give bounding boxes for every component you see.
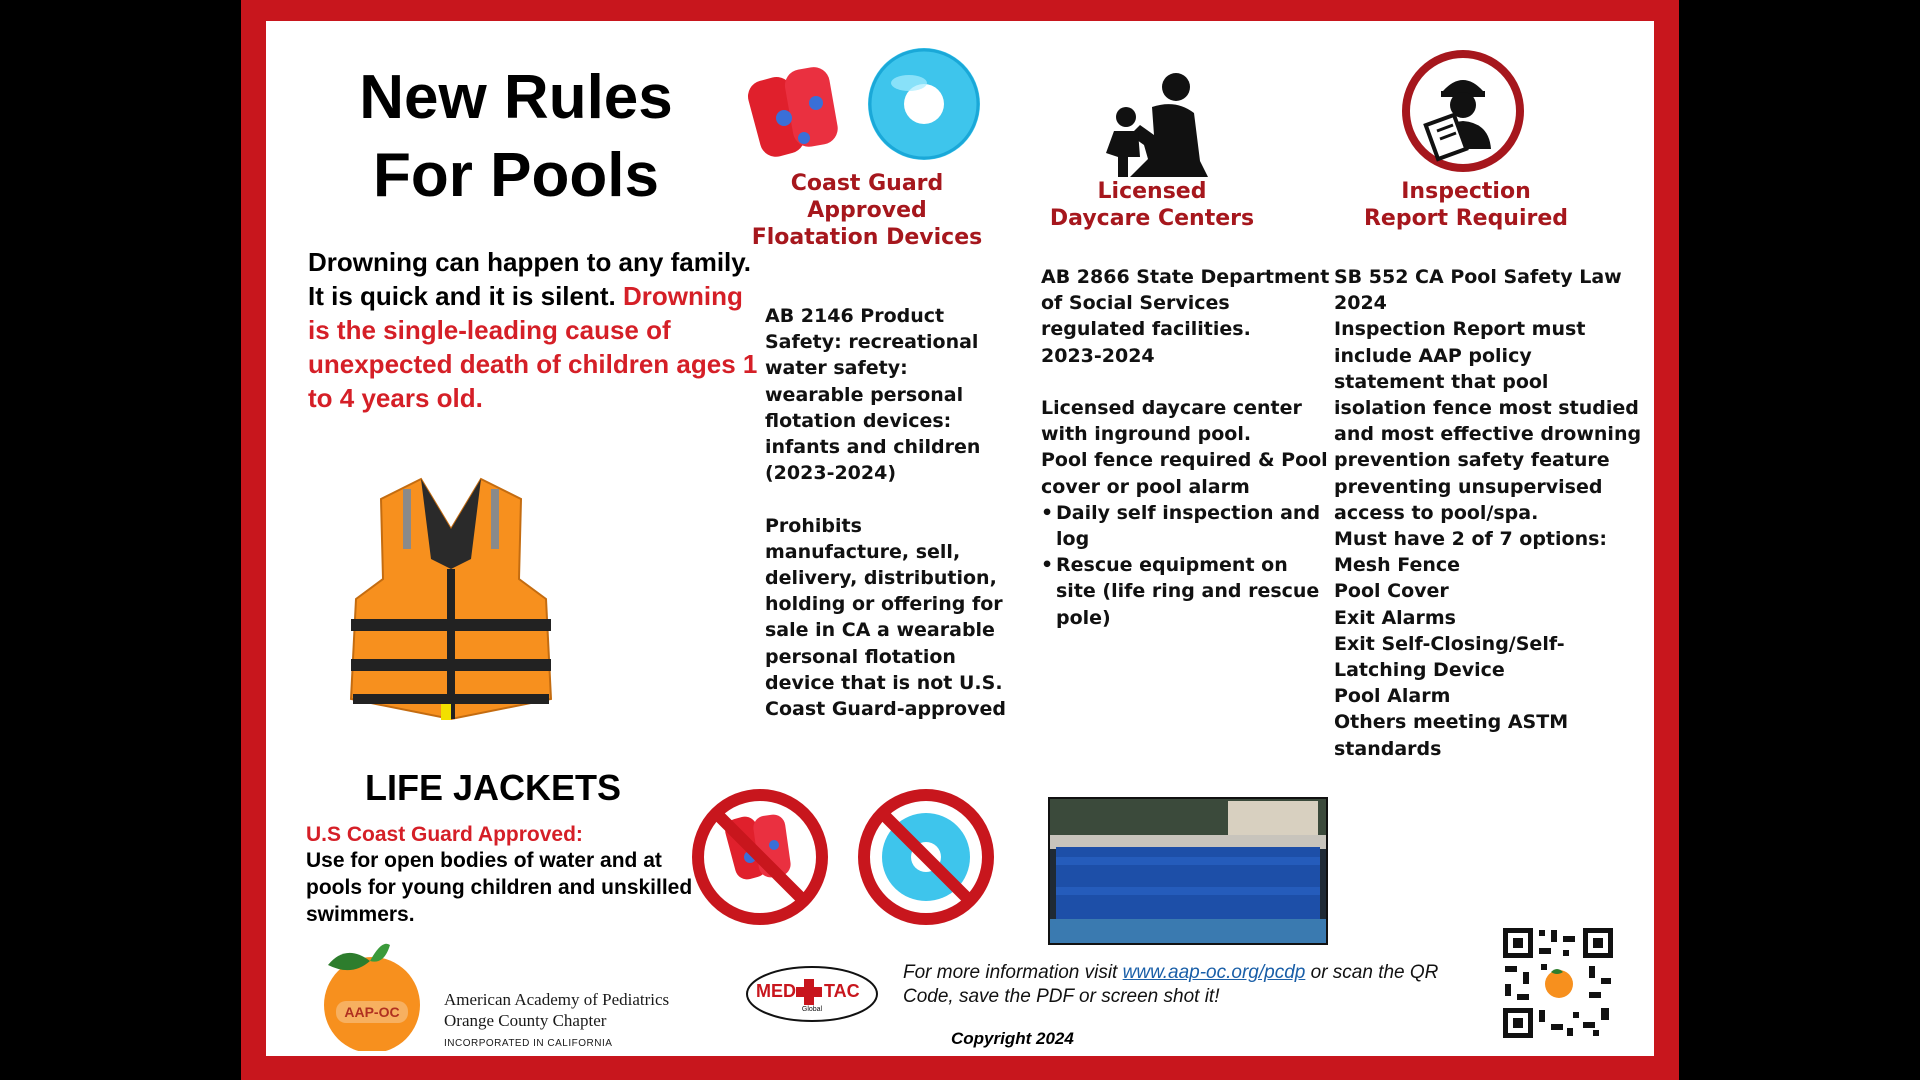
column-heading-daycare: Licensed Daycare Centers	[1049, 179, 1255, 231]
daycare-bullet: • Rescue equipment on site (life ring and rescue pole)	[1041, 552, 1331, 631]
footer-link[interactable]: www.aap-oc.org/pcdp	[1122, 962, 1306, 983]
column-text-floatation: AB 2146 Product Safety: recreational water safety: wearable personal flotation devices: infants and children (2023-2024) Prohibits manufacture, sell, delivery, distribution, holding or offering for sale in CA a wearable personal flotation device that is not U.S. Coast Guard-approved	[765, 305, 1006, 721]
column-heading-floatation: Coast Guard Approved Floatation Devices	[751, 171, 983, 250]
footer-info-before: For more information visit	[903, 962, 1123, 983]
life-jackets-title: LIFE JACKETS	[364, 767, 622, 808]
intro-paragraph	[308, 245, 758, 415]
medtac-small-text: Global	[801, 1006, 823, 1013]
caregiver-child-icon	[1100, 73, 1210, 181]
poster-content	[266, 21, 1654, 1056]
inspector-icon	[1401, 49, 1525, 173]
pool-cover-photo	[1048, 797, 1328, 945]
aap-org-line-2: Orange County Chapter	[444, 1011, 607, 1030]
title-line-1: New Rules	[359, 63, 673, 132]
column-heading-inspection: Inspection Report Required	[1363, 179, 1569, 231]
title-line-2: For Pools	[373, 141, 659, 210]
aap-oc-logo-text: AAP-OC	[344, 1004, 400, 1020]
poster-border	[241, 0, 1679, 1080]
intro-red-text: Drowning is the single-leading cause of unexpected death of children ages 1 to 4 years old.	[308, 281, 758, 413]
page-title	[316, 59, 716, 215]
med-tac-logo	[744, 963, 880, 1025]
column-text-inspection: SB 552 CA Pool Safety Law 2024 Inspection Report must include AAP policy statement that pool isolation fence most studied and most effective drowning prevention safety feature preventing unsupervised access to pool/spa. Must have 2 of 7 options: Mesh Fence Pool Cover Exit Alarms Exit Self-Closing/Self-Latching Device Pool Alarm Others meeting ASTM standards	[1334, 266, 1642, 760]
swim-ring-icon	[868, 48, 980, 160]
column-daycare-body	[1041, 264, 1331, 631]
life-vest-image	[341, 469, 561, 729]
daycare-bullet-list	[1041, 500, 1331, 631]
aap-oc-logo	[306, 939, 436, 1051]
column-text-daycare: AB 2866 State Department of Social Services regulated facilities. 2023-2024 Licensed daycare center with inground pool. Pool fence required & Pool cover or pool alarm	[1041, 266, 1330, 498]
no-swim-ring-icon	[856, 787, 996, 927]
copyright: Copyright 2024	[951, 1029, 1074, 1048]
no-armbands-icon	[690, 787, 830, 927]
aap-incorporated: INCORPORATED IN CALIFORNIA	[444, 1038, 613, 1049]
footer-info	[903, 961, 1443, 1009]
medtac-left-text: MED	[756, 981, 796, 1001]
footer-info-after: or scan the QR Code, save the PDF or screen shot it!	[903, 962, 1439, 1007]
daycare-bullet: • Daily self inspection and log	[1041, 500, 1331, 552]
life-jackets-subtitle: U.S Coast Guard Approved:	[306, 823, 583, 846]
floatation-devices-icons	[744, 48, 994, 176]
qr-code[interactable]	[1503, 928, 1613, 1038]
life-jackets-text: Use for open bodies of water and at pools for young children and unskilled swimmers.	[306, 849, 693, 926]
aap-org-name	[444, 989, 669, 1031]
medtac-right-text: TAC	[824, 981, 860, 1001]
intro-black-text: Drowning can happen to any family. It is quick and it is silent.	[308, 247, 752, 311]
aap-org-line-1: American Academy of Pediatrics	[444, 990, 670, 1009]
floatie-armbands-icon	[744, 65, 840, 161]
